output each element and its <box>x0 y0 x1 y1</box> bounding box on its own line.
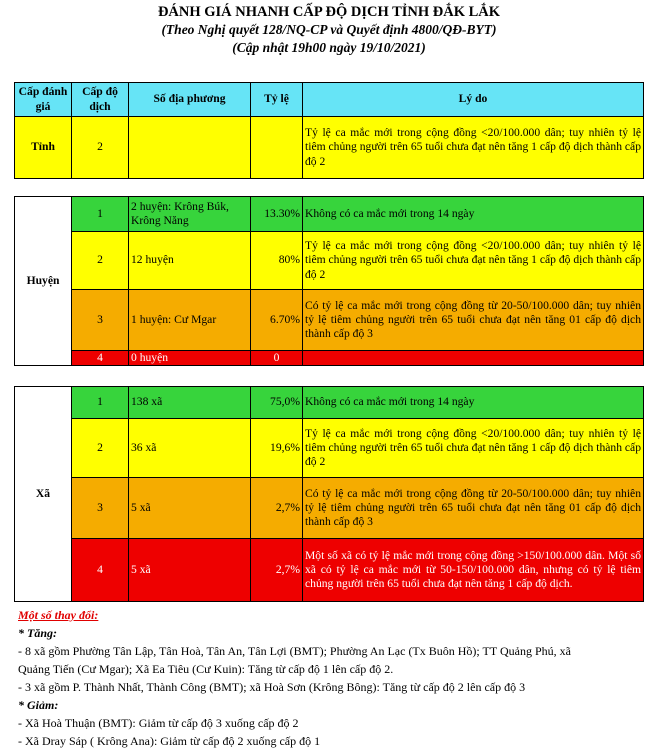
header-localities: Số địa phương <box>129 83 251 117</box>
district-reason <box>303 351 644 366</box>
table-row <box>15 539 644 602</box>
district-level: 2 <box>72 232 129 290</box>
table-row <box>15 478 644 539</box>
commune-localities: 5 xã <box>129 539 251 602</box>
district-ratio: 0 <box>251 351 303 366</box>
notes-heading: Một số thay đổi: <box>18 608 99 622</box>
table-header-row <box>15 83 644 117</box>
header-level-type: Cấp đánh giá <box>15 83 72 117</box>
district-label: Huyện <box>15 197 72 366</box>
district-ratio: 6.70% <box>251 290 303 351</box>
district-level: 3 <box>72 290 129 351</box>
commune-level: 3 <box>72 478 129 539</box>
district-reason: Có tỷ lệ ca mắc mới trong cộng đồng từ 20-50/100.000 dân; tuy nhiên tỷ lệ tiêm chủng người trên 65 tuổi chưa đạt nên tăng 01 cấp độ dịch thành cấp độ 3 <box>303 290 644 351</box>
table-row <box>15 290 644 351</box>
commune-reason: Có tỷ lệ ca mắc mới trong cộng đồng từ 20-50/100.000 dân; tuy nhiên tỷ lệ tiêm chủng người trên 65 tuổi chưa đạt nên tăng 01 cấp độ dịch thành cấp độ 3 <box>303 478 644 539</box>
commune-ratio: 75,0% <box>251 387 303 419</box>
commune-reason: Không có ca mắc mới trong 14 ngày <box>303 387 644 419</box>
table-row <box>15 387 644 419</box>
table-row <box>15 232 644 290</box>
report-title: ĐÁNH GIÁ NHANH CẤP ĐỘ DỊCH TỈNH ĐẮK LẮK <box>157 4 501 20</box>
province-reason: Tỷ lệ ca mắc mới trong cộng đồng <20/100.000 dân; tuy nhiên tỷ lệ tiêm chủng người trên 65 tuổi chưa đạt nên tăng 1 cấp độ dịch thành cấp độ 2 <box>303 117 644 179</box>
commune-reason: Một số xã có tỷ lệ mắc mới trong cộng đồng >150/100.000 dân. Một số xã có tỷ lệ ca mắc mới từ 50-150/100.000 dân, nhưng có tỷ lệ tiêm chủng người trên 65 tuổi chưa đạt nên tăng 1 cấp độ dịch. <box>303 539 644 602</box>
province-row <box>15 117 644 179</box>
header-reason: Lý do <box>303 83 644 117</box>
district-localities: 1 huyện: Cư Mgar <box>129 290 251 351</box>
district-reason: Tỷ lệ ca mắc mới trong cộng đồng <20/100.000 dân; tuy nhiên tỷ lệ tiêm chủng người trên 65 tuổi chưa đạt nên tăng 1 cấp độ dịch thành cấp độ 2 <box>303 232 644 290</box>
changes-notes <box>18 606 648 750</box>
table-row <box>15 419 644 478</box>
header-epidemic-level: Cấp độ dịch <box>72 83 129 117</box>
note-item: - 3 xã gồm P. Thành Nhất, Thành Công (BMT); xã Hoà Sơn (Krông Bông): Tăng từ cấp độ 2 lên cấp độ 3 <box>18 680 526 694</box>
note-item: Quảng Tiến (Cư Mgar); Xã Ea Tiêu (Cư Kuin): Tăng từ cấp độ 1 lên cấp độ 2. <box>18 662 394 676</box>
commune-localities: 36 xã <box>129 419 251 478</box>
province-ratio <box>251 117 303 179</box>
commune-ratio: 19,6% <box>251 419 303 478</box>
note-item: - Xã Hoà Thuận (BMT): Giảm từ cấp độ 3 xuống cấp độ 2 <box>18 716 299 730</box>
table-row <box>15 197 644 232</box>
province-level: 2 <box>72 117 129 179</box>
province-table <box>14 82 644 179</box>
district-level: 4 <box>72 351 129 366</box>
commune-level: 2 <box>72 419 129 478</box>
district-ratio: 80% <box>251 232 303 290</box>
commune-level: 1 <box>72 387 129 419</box>
commune-table <box>14 386 644 602</box>
commune-localities: 5 xã <box>129 478 251 539</box>
district-ratio: 13.30% <box>251 197 303 232</box>
district-level: 1 <box>72 197 129 232</box>
district-localities: 2 huyện: Krông Búk, Krông Năng <box>129 197 251 232</box>
commune-ratio: 2,7% <box>251 539 303 602</box>
decrease-label: * Giảm: <box>18 698 59 712</box>
district-reason: Không có ca mắc mới trong 14 ngày <box>303 197 644 232</box>
note-item: - Xã Dray Sáp ( Krông Ana): Giảm từ cấp độ 2 xuống cấp độ 1 <box>18 734 321 748</box>
commune-label: Xã <box>15 387 72 602</box>
note-item: - 8 xã gồm Phường Tân Lập, Tân Hoà, Tân An, Tân Lợi (BMT); Phường An Lạc (Tx Buôn Hồ); TT Quảng Phú, xã <box>18 644 571 658</box>
province-label: Tỉnh <box>15 117 72 179</box>
commune-reason: Tỷ lệ ca mắc mới trong cộng đồng <20/100.000 dân; tuy nhiên tỷ lệ tiêm chủng người trên 65 tuổi chưa đạt nên tăng 1 cấp độ dịch thành cấp độ 2 <box>303 419 644 478</box>
report-update-time: (Cập nhật 19h00 ngày 19/10/2021) <box>232 39 426 55</box>
increase-label: * Tăng: <box>18 626 57 640</box>
table-row <box>15 351 644 366</box>
commune-ratio: 2,7% <box>251 478 303 539</box>
header-ratio: Tỷ lệ <box>251 83 303 117</box>
report-subtitle: (Theo Nghị quyết 128/NQ-CP và Quyết định 4800/QĐ-BYT) <box>161 22 497 37</box>
district-localities: 12 huyện <box>129 232 251 290</box>
province-localities <box>129 117 251 179</box>
commune-localities: 138 xã <box>129 387 251 419</box>
district-localities: 0 huyện <box>129 351 251 366</box>
district-table <box>14 196 644 366</box>
commune-level: 4 <box>72 539 129 602</box>
title-block <box>0 3 658 56</box>
